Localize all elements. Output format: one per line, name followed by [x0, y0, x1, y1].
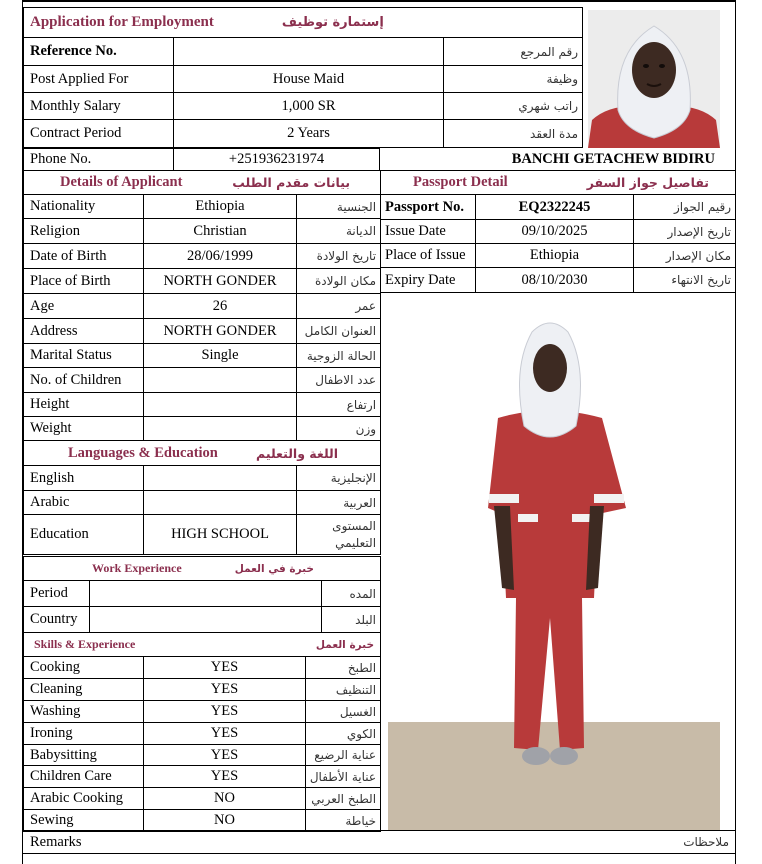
- skill-label: Babysitting: [24, 745, 144, 766]
- work-title-ar: خبرة في العمل: [234, 562, 314, 575]
- details-row: [24, 368, 381, 393]
- details-ar: وزن: [297, 417, 381, 441]
- skill-row: [24, 745, 381, 766]
- skill-value: YES: [144, 745, 306, 766]
- details-row: [24, 244, 381, 269]
- top-row-label: Monthly Salary: [24, 93, 174, 120]
- work-ar: المده: [322, 581, 381, 607]
- passport-label: Passport No.: [381, 195, 476, 220]
- details-title-ar: بيانات مقدم الطلب: [232, 175, 351, 190]
- remarks-ar: ملاحظات: [683, 835, 729, 849]
- skill-value: YES: [144, 723, 306, 745]
- language-ar: الإنجليزية: [297, 466, 381, 491]
- skill-value: YES: [144, 701, 306, 723]
- work-label: Country: [24, 607, 90, 633]
- details-value: [144, 393, 297, 417]
- details-row: [24, 195, 381, 219]
- details-row: [24, 319, 381, 344]
- details-title-en: Details of Applicant: [60, 174, 183, 190]
- details-value: [144, 368, 297, 393]
- details-ar: العنوان الكامل: [297, 319, 381, 344]
- skill-label: Children Care: [24, 766, 144, 788]
- details-label: Religion: [24, 219, 144, 244]
- skills-header: [24, 633, 381, 657]
- passport-label: Issue Date: [381, 220, 476, 244]
- details-ar: عدد الاطفال: [297, 368, 381, 393]
- skill-row: [24, 810, 381, 832]
- passport-ar: تاريخ الانتهاء: [634, 268, 736, 293]
- application-header: [24, 8, 583, 38]
- details-label: Age: [24, 294, 144, 319]
- top-row-label: Contract Period: [24, 120, 174, 148]
- language-value: [144, 491, 297, 515]
- details-header: [24, 171, 381, 195]
- language-label: Arabic: [24, 491, 144, 515]
- work-table: [23, 556, 381, 633]
- skill-row: [24, 679, 381, 701]
- skill-value: NO: [144, 810, 306, 832]
- details-value: Ethiopia: [144, 195, 297, 219]
- top-rule: [22, 0, 736, 7]
- skill-row: [24, 701, 381, 723]
- phone-value: +251936231974: [174, 149, 380, 171]
- top-row-ar: مدة العقد: [444, 120, 583, 148]
- skill-row: [24, 766, 381, 788]
- details-ar: ارتفاع: [297, 393, 381, 417]
- details-label: Weight: [24, 417, 144, 441]
- headshot-image: [588, 10, 720, 148]
- details-value: 26: [144, 294, 297, 319]
- passport-table: [380, 170, 736, 293]
- phone-label: Phone No.: [24, 149, 174, 171]
- top-row: [24, 120, 583, 148]
- top-row-label: Reference No.: [24, 38, 174, 66]
- language-ar: العربية: [297, 491, 381, 515]
- details-table: [23, 170, 381, 555]
- work-row: [24, 581, 381, 607]
- languages-title-en: Languages & Education: [68, 444, 218, 461]
- details-row: [24, 294, 381, 319]
- skill-row: [24, 788, 381, 810]
- skill-label: Arabic Cooking: [24, 788, 144, 810]
- skill-label: Washing: [24, 701, 144, 723]
- skill-ar: عناية الأطفال: [306, 766, 381, 788]
- details-ar: مكان الولادة: [297, 269, 381, 294]
- passport-value: 09/10/2025: [476, 220, 634, 244]
- education-value: HIGH SCHOOL: [144, 515, 297, 555]
- details-label: Nationality: [24, 195, 144, 219]
- passport-ar: تاريخ الإصدار: [634, 220, 736, 244]
- passport-label: Expiry Date: [381, 268, 476, 293]
- skill-label: Sewing: [24, 810, 144, 832]
- work-row: [24, 607, 381, 633]
- details-value: NORTH GONDER: [144, 269, 297, 294]
- top-row-ar: وظيفة: [444, 66, 583, 93]
- passport-ar: مكان الإصدار: [634, 244, 736, 268]
- full-body-photo: [388, 298, 720, 830]
- skill-ar: الطبخ العربي: [306, 788, 381, 810]
- top-row-ar: رقم المرجع: [444, 38, 583, 66]
- passport-row: [381, 268, 736, 293]
- details-ar: الحالة الزوجية: [297, 344, 381, 368]
- details-row: [24, 344, 381, 368]
- language-row: [24, 491, 381, 515]
- details-value: Single: [144, 344, 297, 368]
- passport-title-en: Passport Detail: [413, 174, 508, 190]
- application-title-en: Application for Employment: [30, 14, 214, 30]
- skill-value: YES: [144, 657, 306, 679]
- work-title-en: Work Experience: [92, 561, 182, 575]
- skills-title-en: Skills & Experience: [34, 637, 136, 651]
- top-row-value: [174, 38, 444, 66]
- details-label: Marital Status: [24, 344, 144, 368]
- skills-title-ar: خبرة العمل: [315, 638, 375, 651]
- languages-title-ar: اللغة والتعليم: [256, 445, 339, 461]
- skill-ar: عناية الرضيع: [306, 745, 381, 766]
- passport-title-ar: تفاصيل جواز السفر: [586, 175, 710, 190]
- passport-row: [381, 244, 736, 268]
- passport-header: [381, 171, 736, 195]
- details-row: [24, 219, 381, 244]
- skill-label: Cleaning: [24, 679, 144, 701]
- passport-ar: رقيم الجواز: [634, 195, 736, 220]
- work-header: [24, 557, 381, 581]
- education-row: [24, 515, 381, 555]
- details-value: 28/06/1999: [144, 244, 297, 269]
- language-value: [144, 466, 297, 491]
- application-title-ar: إستمارة توظيف: [281, 15, 384, 30]
- skill-ar: خياطة: [306, 810, 381, 832]
- skill-row: [24, 657, 381, 679]
- work-ar: البلد: [322, 607, 381, 633]
- skill-ar: الكوي: [306, 723, 381, 745]
- skill-row: [24, 723, 381, 745]
- education-label: Education: [24, 515, 144, 555]
- passport-row: [381, 220, 736, 244]
- details-row: [24, 269, 381, 294]
- phone-table: [23, 148, 380, 171]
- languages-header: [24, 441, 381, 466]
- applicant-name: BANCHI GETACHEW BIDIRU: [511, 151, 715, 167]
- skill-value: NO: [144, 788, 306, 810]
- skill-label: Cooking: [24, 657, 144, 679]
- details-value: [144, 417, 297, 441]
- language-row: [24, 466, 381, 491]
- passport-value: 08/10/2030: [476, 268, 634, 293]
- work-label: Period: [24, 581, 90, 607]
- top-row-value: House Maid: [174, 66, 444, 93]
- passport-row: [381, 195, 736, 220]
- remarks-label: Remarks: [30, 834, 82, 850]
- top-row-ar: راتب شهري: [444, 93, 583, 120]
- details-label: Address: [24, 319, 144, 344]
- top-row: [24, 93, 583, 120]
- details-label: Date of Birth: [24, 244, 144, 269]
- skill-label: Ironing: [24, 723, 144, 745]
- top-row: [24, 66, 583, 93]
- work-value: [90, 581, 322, 607]
- work-value: [90, 607, 322, 633]
- language-label: English: [24, 466, 144, 491]
- details-ar: تاريخ الولادة: [297, 244, 381, 269]
- skill-value: YES: [144, 679, 306, 701]
- skill-ar: الغسيل: [306, 701, 381, 723]
- headshot-photo: [588, 10, 720, 148]
- passport-value: Ethiopia: [476, 244, 634, 268]
- skill-ar: الطبخ: [306, 657, 381, 679]
- skills-table: [23, 632, 381, 832]
- details-ar: الجنسية: [297, 195, 381, 219]
- details-ar: عمر: [297, 294, 381, 319]
- passport-value: EQ2322245: [476, 195, 634, 220]
- details-value: NORTH GONDER: [144, 319, 297, 344]
- passport-label: Place of Issue: [381, 244, 476, 268]
- top-row-label: Post Applied For: [24, 66, 174, 93]
- details-label: No. of Children: [24, 368, 144, 393]
- full-body-image: [388, 298, 720, 830]
- skill-value: YES: [144, 766, 306, 788]
- details-ar: الديانة: [297, 219, 381, 244]
- details-value: Christian: [144, 219, 297, 244]
- top-row: [24, 38, 583, 66]
- details-row: [24, 393, 381, 417]
- details-label: Height: [24, 393, 144, 417]
- top-info-table: [23, 7, 583, 148]
- top-row-value: 2 Years: [174, 120, 444, 148]
- details-label: Place of Birth: [24, 269, 144, 294]
- details-row: [24, 417, 381, 441]
- skill-ar: التنظيف: [306, 679, 381, 701]
- remarks-row: [23, 830, 735, 854]
- top-row-value: 1,000 SR: [174, 93, 444, 120]
- education-ar: المستوى التعليمي: [297, 515, 381, 555]
